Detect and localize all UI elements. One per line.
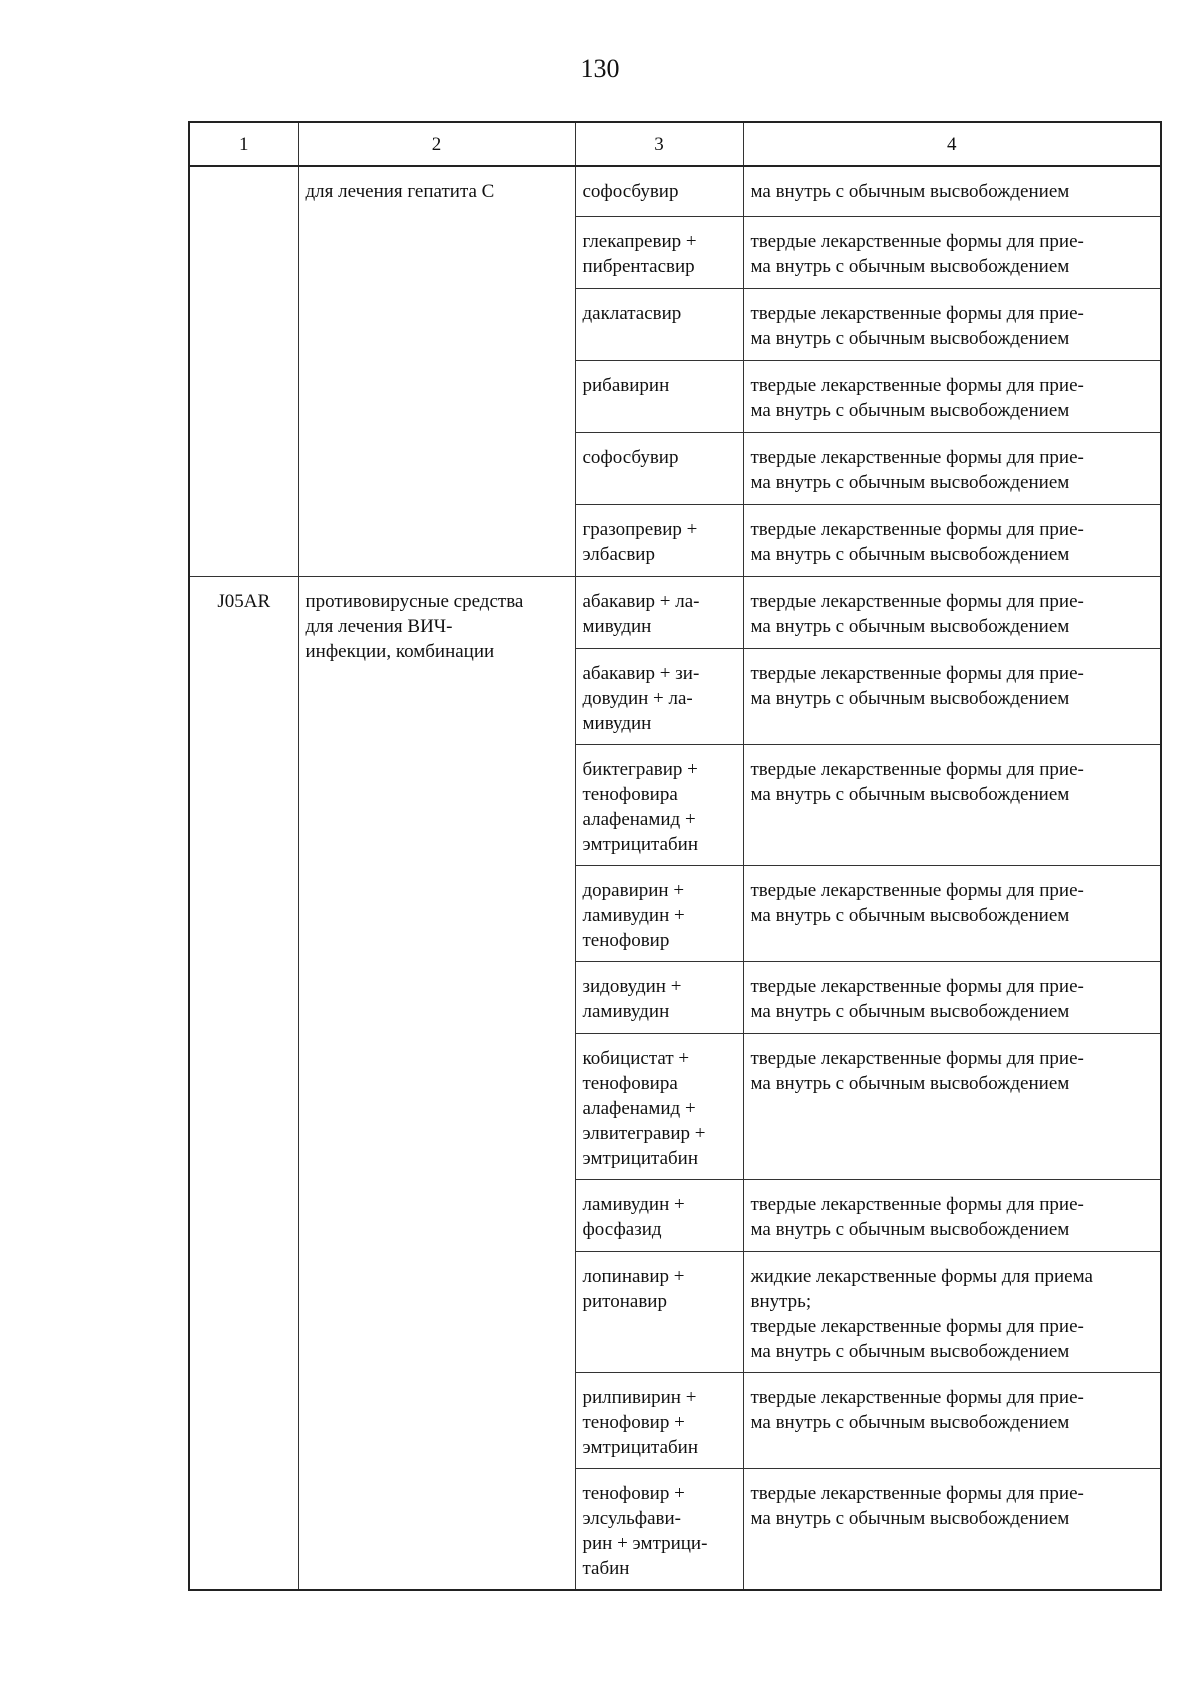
dosage-forms-cell: твердые лекарственные формы для прие- ма внутрь с обычным высвобождением [743, 432, 1161, 504]
page-number: 130 [580, 54, 620, 83]
dosage-forms-cell: твердые лекарственные формы для прие- ма внутрь с обычным высвобождением [743, 576, 1161, 648]
group-name-cell: противовирусные средства для лечения ВИЧ- инфекции, комбинации [298, 576, 575, 1590]
drug-name-cell: рилпивирин + тенофовир + эмтрицитабин [575, 1372, 743, 1468]
drug-name-cell: биктегравир + тенофовира алафенамид + эмтрицитабин [575, 744, 743, 865]
dosage-forms-cell: твердые лекарственные формы для прие- ма внутрь с обычным высвобождением [743, 648, 1161, 744]
drug-name-cell: рибавирин [575, 360, 743, 432]
dosage-forms-cell: твердые лекарственные формы для прие- ма внутрь с обычным высвобождением [743, 504, 1161, 576]
column-header: 2 [298, 122, 575, 166]
drug-name-cell: зидовудин + ламивудин [575, 961, 743, 1033]
drug-name-cell: абакавир + зи- довудин + ла- мивудин [575, 648, 743, 744]
drug-name-cell: доравирин + ламивудин + тенофовир [575, 865, 743, 961]
drug-name-cell: гразопревир + элбасвир [575, 504, 743, 576]
dosage-forms-cell: твердые лекарственные формы для прие- ма внутрь с обычным высвобождением [743, 1033, 1161, 1179]
header-row [189, 122, 1161, 166]
dosage-forms-cell: твердые лекарственные формы для прие- ма внутрь с обычным высвобождением [743, 961, 1161, 1033]
column-header: 1 [189, 122, 298, 166]
table-row [189, 576, 1161, 648]
drug-name-cell: софосбувир [575, 166, 743, 216]
dosage-forms-cell: твердые лекарственные формы для прие- ма внутрь с обычным высвобождением [743, 216, 1161, 288]
dosage-forms-cell: твердые лекарственные формы для прие- ма внутрь с обычным высвобождением [743, 1179, 1161, 1251]
drug-name-cell: ламивудин + фосфазид [575, 1179, 743, 1251]
column-header: 4 [743, 122, 1161, 166]
column-header: 3 [575, 122, 743, 166]
dosage-forms-cell: твердые лекарственные формы для прие- ма внутрь с обычным высвобождением [743, 744, 1161, 865]
drug-name-cell: кобицистат + тенофовира алафенамид + элвитегравир + эмтрицитабин [575, 1033, 743, 1179]
drug-name-cell: тенофовир + элсульфави- рин + эмтрици- табин [575, 1468, 743, 1590]
table-row [189, 166, 1161, 216]
drug-name-cell: софосбувир [575, 432, 743, 504]
dosage-forms-cell: жидкие лекарственные формы для приема внутрь; твердые лекарственные формы для прие- ма внутрь с обычным высвобождением [743, 1251, 1161, 1372]
atc-code-cell: J05AR [189, 576, 298, 1590]
dosage-forms-cell: твердые лекарственные формы для прие- ма внутрь с обычным высвобождением [743, 1468, 1161, 1590]
dosage-forms-cell: твердые лекарственные формы для прие- ма внутрь с обычным высвобождением [743, 1372, 1161, 1468]
atc-code-cell [189, 166, 298, 576]
drug-name-cell: абакавир + ла- мивудин [575, 576, 743, 648]
dosage-forms-cell: твердые лекарственные формы для прие- ма внутрь с обычным высвобождением [743, 865, 1161, 961]
table-body [189, 122, 1161, 1590]
dosage-forms-cell: твердые лекарственные формы для прие- ма внутрь с обычным высвобождением [743, 360, 1161, 432]
drug-name-cell: даклатасвир [575, 288, 743, 360]
drug-name-cell: лопинавир + ритонавир [575, 1251, 743, 1372]
drug-name-cell: глекапревир + пибрентасвир [575, 216, 743, 288]
dosage-forms-cell: ма внутрь с обычным высвобождением [743, 166, 1161, 216]
group-name-cell: для лечения гепатита С [298, 166, 575, 576]
dosage-forms-cell: твердые лекарственные формы для прие- ма внутрь с обычным высвобождением [743, 288, 1161, 360]
drug-table [188, 121, 1162, 1591]
